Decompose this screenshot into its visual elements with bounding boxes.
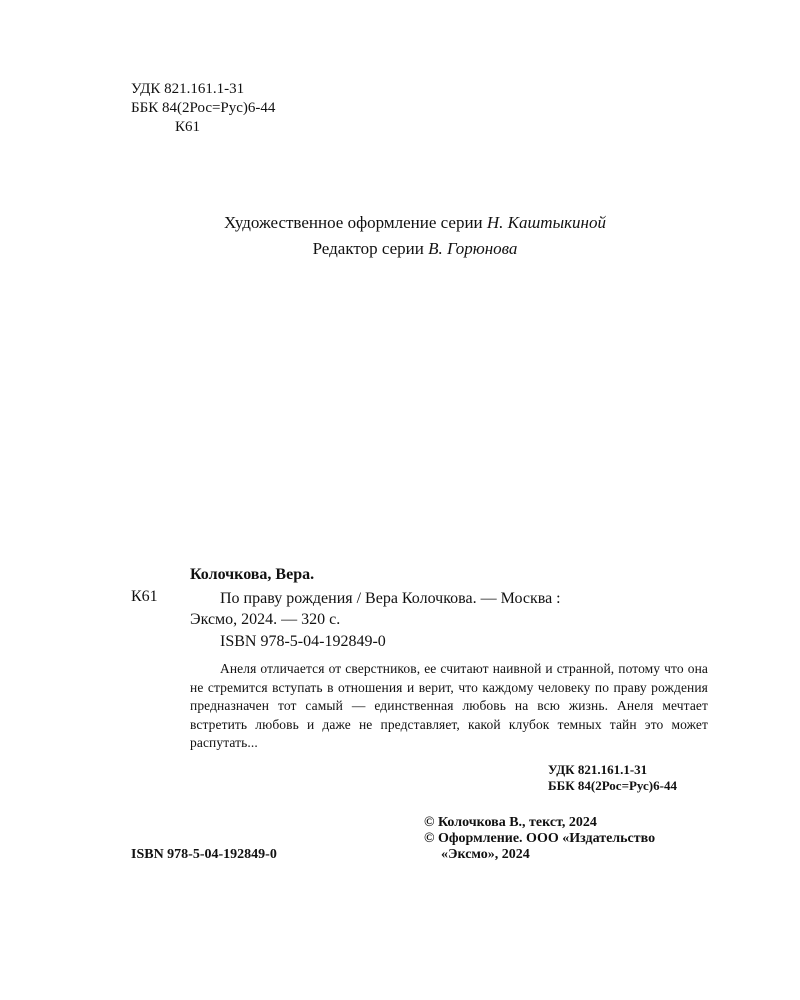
classification-top	[131, 80, 275, 137]
copyright-block	[424, 815, 655, 863]
classification-right	[548, 762, 677, 794]
record-isbn: ISBN 978-5-04-192849-0	[220, 633, 386, 650]
design-credit	[0, 210, 800, 236]
design-credit-label: Художественное оформление серии	[224, 213, 487, 232]
udk-code-right: УДК 821.161.1-31	[548, 762, 648, 777]
design-credit-name: Н. Каштыкиной	[486, 213, 606, 232]
editor-credit	[0, 236, 800, 262]
isbn-bottom: ISBN 978-5-04-192849-0	[131, 847, 277, 862]
udk-code: УДК 821.161.1-31	[131, 81, 245, 97]
record-author: Колочкова, Вера.	[190, 566, 315, 583]
copyright-design: © Оформление. ООО «Издательство	[424, 831, 656, 846]
bbk-code: ББК 84(2Рос=Рус)6-44	[131, 100, 276, 116]
record-author-sign: К61	[131, 588, 158, 605]
record-title	[190, 588, 708, 630]
bbk-code-right: ББК 84(2Рос=Рус)6-44	[548, 778, 677, 793]
series-credits	[0, 210, 800, 262]
record-title-line-2: Эксмо, 2024. — 320 с.	[190, 611, 341, 628]
record-annotation: Анеля отличается от сверстников, ее считают наивной и странной, потому что она не стремится вступать в отношения и верит, что каждому человеку по праву рождения предназначен тот самый — единственная любовь на всю жизнь. Анеля мечтает встретить любовь и даже не представляет, какой клубок темных тайн это может распутать...	[190, 661, 708, 750]
copyright-text: © Колочкова В., текст, 2024	[424, 815, 597, 830]
record-title-line-1: По праву рождения / Вера Колочкова. — Москва :	[220, 590, 561, 607]
editor-credit-label: Редактор серии	[312, 239, 429, 258]
editor-credit-name: В. Горюнова	[428, 239, 518, 258]
copyright-publisher: «Эксмо», 2024	[441, 847, 530, 862]
author-sign: К61	[175, 119, 201, 135]
